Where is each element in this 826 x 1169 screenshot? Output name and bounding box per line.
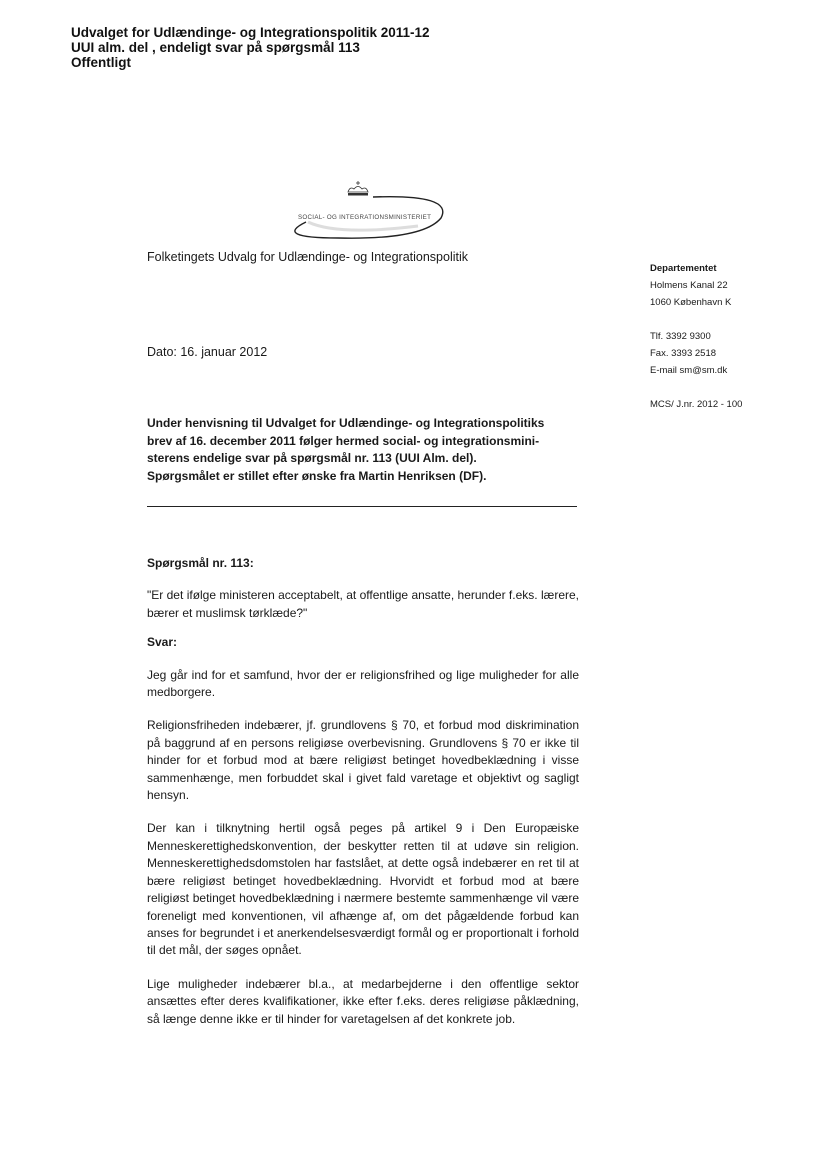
sender-phone: Tlf. 3392 9300: [650, 331, 711, 342]
sender-department: Departementet: [650, 263, 717, 274]
letter-body: [147, 555, 579, 1044]
sender-fax: Fax. 3393 2518: [650, 348, 717, 359]
answer-paragraph: Der kan i tilknytning hertil også peges på artikel 9 i Den Europæiske Menneskerettighedskonvention, der beskytter retten til at udøve sin religion. Menneskerettighedsdomstolen har fastslået, at dette også indebærer en ret til at bære religiøst betinget hovedbeklædning. Hvorvidt et forbud mod at bære religiøst betinget hovedbeklædning i nærmere bestemte sammenhænge vil være foreneligt med konventionen, vil afhænge af, om det pågældende forbud kan anses for begrundet i et anerkendelsesværdigt formål og er proportionalt i forhold til det mål, der søges opnået.: [147, 821, 579, 958]
sender-city: 1060 København K: [650, 297, 732, 308]
crown-emblem-icon: [278, 180, 454, 246]
intro-line: brev af 16. december 2011 følger hermed social- og integrationsmini-: [147, 433, 540, 448]
header-status-line: Offentligt: [71, 55, 131, 70]
recipient: Folketingets Udvalg for Udlændinge- og Integrationspolitik: [147, 250, 469, 264]
sender-journal-number: MCS/ J.nr. 2012 - 100: [650, 399, 743, 410]
question-text: "Er det ifølge ministeren acceptabelt, at offentlige ansatte, herunder f.eks. lærere, bærer et muslimsk tørklæde?": [147, 588, 579, 620]
answer-title: Svar:: [147, 635, 178, 650]
intro-paragraph: [147, 415, 587, 485]
separator-line: [147, 506, 577, 507]
intro-line: sterens endelige svar på spørgsmål nr. 113 (UUI Alm. del).: [147, 451, 477, 465]
answer-paragraph: Lige muligheder indebærer bl.a., at medarbejderne i den offentlige sektor ansættes efter deres kvalifikationer, ikke efter f.eks. deres religiøse påklædning, så længe denne ikke er til hinder for varetagelsen af det konkrete job.: [147, 976, 579, 1026]
sender-info: [650, 260, 820, 413]
answer-paragraph: Jeg går ind for et samfund, hvor der er religionsfrihed og lige muligheder for alle medborgere.: [147, 667, 579, 700]
svg-text:SOCIAL- OG INTEGRATIONSMINISTE: SOCIAL- OG INTEGRATIONSMINISTERIET: [298, 214, 432, 221]
header-committee-line: Udvalget for Udlændinge- og Integrationspolitik 2011-12: [71, 25, 430, 40]
answer-paragraph: Religionsfriheden indebærer, jf. grundlovens § 70, et forbud mod diskrimination på baggrund af en persons religiøse overbevisning. Grundlovens § 70 er ikke til hinder for et forbud mod at bære religiøst betinget hovedbeklædning i visse sammenhænge, men forbuddet skal i givet fald varetage et objektivt og sagligt hensyn.: [147, 718, 579, 803]
intro-line: Spørgsmålet er stillet efter ønske fra Martin Henriksen (DF).: [147, 468, 487, 483]
question-title: Spørgsmål nr. 113:: [147, 556, 254, 570]
intro-line: Under henvisning til Udvalget for Udlændinge- og Integrationspolitiks: [147, 416, 545, 430]
letter-date: Dato: 16. januar 2012: [147, 345, 268, 359]
document-header: [71, 25, 430, 70]
sender-street: Holmens Kanal 22: [650, 280, 728, 291]
header-reference-line: UUI alm. del , endeligt svar på spørgsmål 113: [71, 40, 360, 55]
ministry-logo: [278, 180, 454, 246]
sender-email: E-mail sm@sm.dk: [650, 365, 728, 376]
